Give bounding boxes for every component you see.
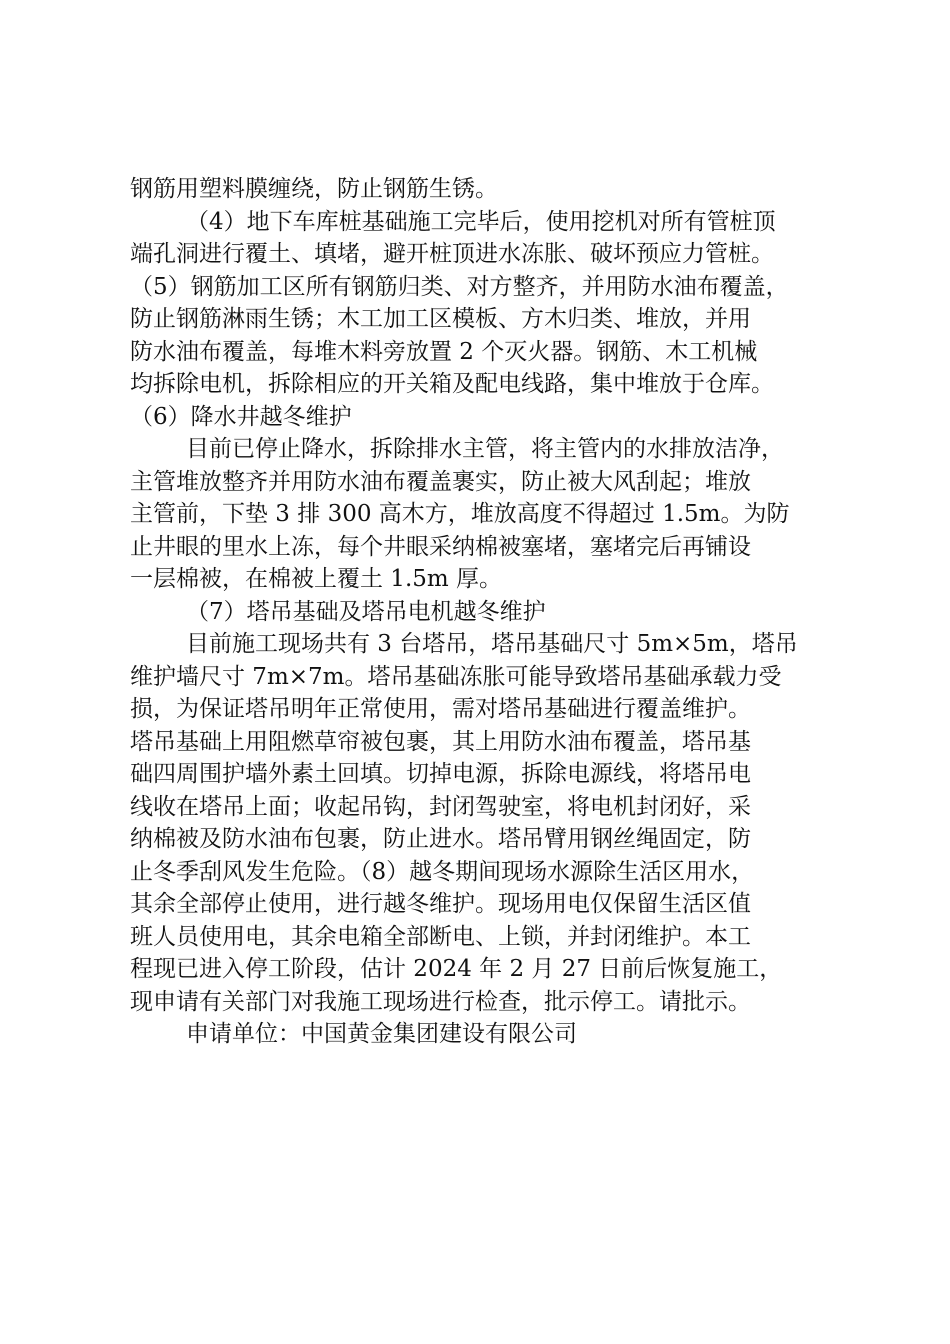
text-line: 目前施工现场共有 3 台塔吊，塔吊基础尺寸 5m×5m，塔吊 bbox=[186, 631, 798, 657]
text-line: 防止钢筋淋雨生锈；木工加工区模板、方木归类、堆放，并用 bbox=[130, 306, 751, 332]
text-line: 端孔洞进行覆土、填堵，避开桩顶进水冻胀、破坏预应力管桩。 bbox=[130, 241, 774, 267]
text-line: 止井眼的里水上冻，每个井眼采纳棉被塞堵，塞堵完后再铺设 bbox=[130, 533, 751, 560]
text-line: 主管堆放整齐并用防水油布覆盖裹实，防止被大风刮起；堆放 bbox=[130, 468, 751, 495]
text-line: 维护墙尺寸 7m×7m。塔吊基础冻胀可能导致塔吊基础承载力受 bbox=[130, 663, 782, 690]
text-line: 班人员使用电，其余电箱全部断电、上锁，并封闭维护。本工 bbox=[130, 923, 751, 950]
text-line: 损，为保证塔吊明年正常使用，需对塔吊基础进行覆盖维护。 bbox=[130, 696, 751, 722]
text-line: （5）钢筋加工区所有钢筋归类、对方整齐，并用防水油布覆盖， bbox=[130, 273, 789, 300]
text-line: 塔吊基础上用阻燃草帘被包裹，其上用防水油布覆盖，塔吊基 bbox=[130, 728, 751, 755]
text-line: 程现已进入停工阶段，估计 2024 年 2 月 27 日前后恢复施工， bbox=[130, 956, 783, 982]
text-line: 主管前，下垫 3 排 300 高木方，堆放高度不得超过 1.5m。为防 bbox=[130, 501, 790, 527]
text-line: 纳棉被及防水油布包裹，防止进水。塔吊臂用钢丝绳固定，防 bbox=[130, 826, 751, 852]
text-line: （7）塔吊基础及塔吊电机越冬维护 bbox=[186, 598, 546, 625]
text-line: 钢筋用塑料膜缠绕，防止钢筋生锈。 bbox=[130, 176, 498, 202]
text-line: 目前已停止降水，拆除排水主管，将主管内的水排放洁净， bbox=[186, 436, 784, 462]
text-line: 防水油布覆盖，每堆木料旁放置 2 个灭火器。钢筋、木工机械 bbox=[130, 338, 758, 365]
text-line: 一层棉被，在棉被上覆土 1.5m 厚。 bbox=[130, 566, 503, 592]
text-line: 均拆除电机，拆除相应的开关箱及配电线路，集中堆放于仓库。 bbox=[130, 371, 774, 397]
text-line: 现申请有关部门对我施工现场进行检查，批示停工。请批示。 bbox=[130, 988, 751, 1015]
text-line: （4）地下车库桩基础施工完毕后，使用挖机对所有管桩顶 bbox=[186, 208, 776, 235]
text-line: 申请单位：中国黄金集团建设有限公司 bbox=[186, 1021, 577, 1047]
document-body bbox=[130, 173, 850, 1051]
text-line: 止冬季刮风发生危险。（8）越冬期间现场水源除生活区用水， bbox=[130, 858, 755, 885]
text-line: 础四周围护墙外素土回填。切掉电源，拆除电源线，将塔吊电 bbox=[130, 761, 751, 787]
text-line: （6）降水井越冬维护 bbox=[130, 403, 352, 430]
text-line: 其余全部停止使用，进行越冬维护。现场用电仅保留生活区值 bbox=[130, 891, 751, 917]
text-line: 线收在塔吊上面；收起吊钩，封闭驾驶室，将电机封闭好，采 bbox=[130, 793, 751, 820]
